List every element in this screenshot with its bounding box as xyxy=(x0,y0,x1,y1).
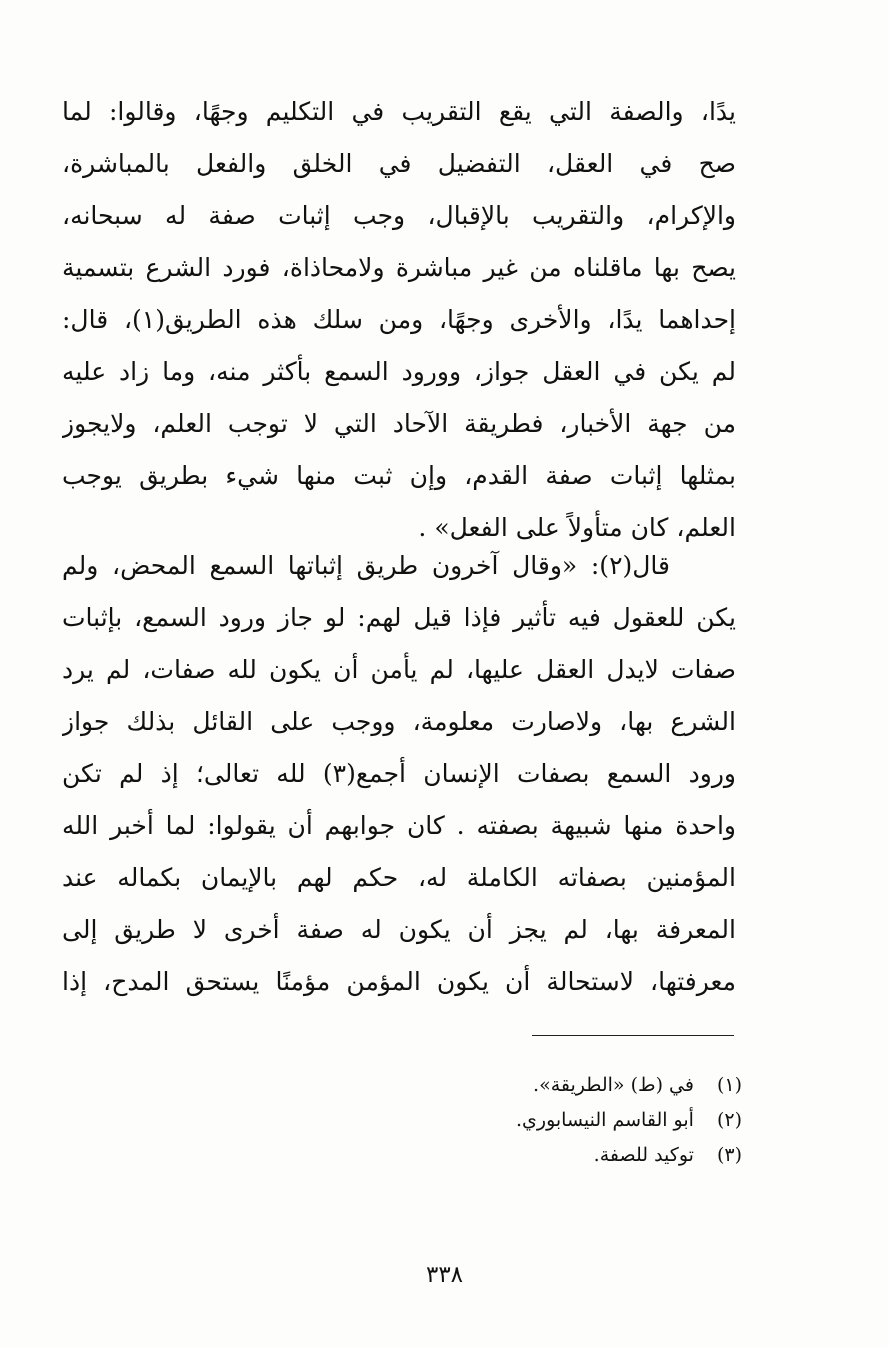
footnote-text: في (ط) «الطريقة». xyxy=(533,1074,694,1096)
paragraph-2 xyxy=(62,540,736,1008)
text-line: واحدة منها شبيهة بصفته . كان جوابهم أن يقولوا: لما أخبر الله xyxy=(62,811,736,840)
footnote-number: (٢) xyxy=(716,1109,742,1131)
text-line: صفات لايدل العقل عليها، لم يأمن أن يكون لله صفات، لم يرد xyxy=(62,655,736,684)
footnote-3 xyxy=(300,1138,742,1173)
footnotes xyxy=(300,1068,742,1173)
footnote-text: توكيد للصفة. xyxy=(593,1144,694,1166)
text-line: يصح بها ماقلناه من غير مباشرة ولامحاذاة، فورد الشرع بتسمية xyxy=(62,253,736,282)
footnote-separator xyxy=(532,1035,734,1036)
text-line: يدًا، والصفة التي يقع التقريب في التكليم وجهًا، وقالوا: لما xyxy=(62,97,736,126)
footnote-1 xyxy=(300,1068,742,1103)
footnote-number: (٣) xyxy=(716,1144,742,1166)
text-line: العلم، كان متأولاً على الفعل» . xyxy=(418,513,736,542)
text-line: ورود السمع بصفات الإنسان أجمع(٣) لله تعالى؛ إذ لم تكن xyxy=(62,759,736,788)
text-line: الشرع بها، ولاصارت معلومة، ووجب على القائل بذلك جواز xyxy=(62,707,736,736)
text-line: إحداهما يدًا، والأخرى وجهًا، ومن سلك هذه الطريق(١)، قال: xyxy=(62,305,736,334)
text-line: معرفتها، لاستحالة أن يكون المؤمن مؤمنًا يستحق المدح، إذا xyxy=(62,967,736,996)
text-line: قال(٢): «وقال آخرون طريق إثباتها السمع المحض، ولم xyxy=(62,551,670,580)
text-line: لم يكن في العقل جواز، وورود السمع بأكثر منه، وما زاد عليه xyxy=(62,357,736,386)
text-line: المعرفة بها، لم يجز أن يكون له صفة أخرى لا طريق إلى xyxy=(62,915,736,944)
text-line: بمثلها إثبات صفة القدم، وإن ثبت منها شيء بطريق يوجب xyxy=(62,461,736,490)
text-line: يكن للعقول فيه تأثير فإذا قيل لهم: لو جاز ورود السمع، بإثبات xyxy=(62,603,736,632)
footnote-number: (١) xyxy=(716,1074,742,1096)
text-line: المؤمنين بصفاته الكاملة له، حكم لهم بالإيمان بكماله عند xyxy=(62,863,736,892)
text-line: والإكرام، والتقريب بالإقبال، وجب إثبات صفة له سبحانه، xyxy=(62,201,736,230)
page-number: ٣٣٨ xyxy=(425,1262,464,1288)
text-line: صح في العقل، التفضيل في الخلق والفعل بالمباشرة، xyxy=(62,149,736,178)
text-line: من جهة الأخبار، فطريقة الآحاد التي لا توجب العلم، ولايجوز xyxy=(62,409,736,438)
footnote-2 xyxy=(300,1103,742,1138)
footnote-text: أبو القاسم النيسابوري. xyxy=(515,1109,694,1131)
paragraph-1 xyxy=(62,86,736,554)
